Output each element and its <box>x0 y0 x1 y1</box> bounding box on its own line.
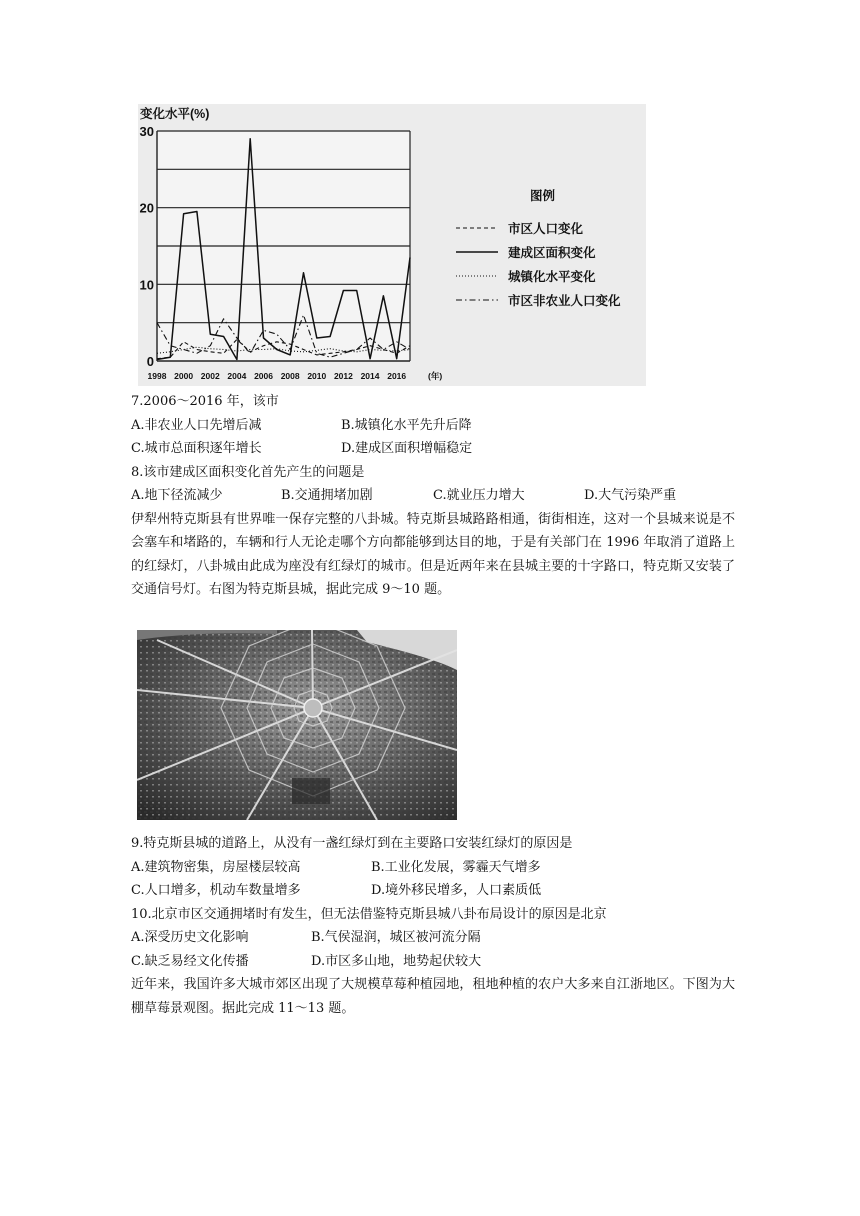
q10-options-row2 <box>131 950 735 974</box>
q10-option-d[interactable]: D.市区多山地，地势起伏较大 <box>311 953 482 969</box>
x-tick-label: 2000 <box>174 371 194 381</box>
q7-option-d[interactable]: D.建成区面积增幅稳定 <box>341 441 473 456</box>
q7-options-row2 <box>131 437 735 461</box>
q8-option-d[interactable]: D.大气污染严重 <box>584 488 677 503</box>
y-tick-label: 30 <box>139 124 154 139</box>
x-tick-label: 2004 <box>227 371 247 381</box>
q7-option-c[interactable]: C.城市总面积逐年增长 <box>131 441 262 456</box>
x-tick-label: 1998 <box>147 371 167 381</box>
q9-options-row1 <box>131 856 735 880</box>
x-axis-unit: (年) <box>428 371 443 381</box>
q9-option-d[interactable]: D.境外移民增多，人口素质低 <box>371 883 542 898</box>
q9-option-a[interactable]: A.建筑物密集，房屋楼层较高 <box>131 859 301 875</box>
q8-options <box>131 484 735 508</box>
q7-option-a[interactable]: A.非农业人口先增后减 <box>131 417 262 433</box>
q8-option-a[interactable]: A.地下径流减少 <box>131 488 223 503</box>
x-tick-label: 2014 <box>360 371 380 381</box>
x-tick-label: 2008 <box>280 371 300 381</box>
q8-stem: 8.该市建成区面积变化首先产生的问题是 <box>131 464 365 480</box>
q9-stem: 9.特克斯县城的道路上，从没有一盏红绿灯到在主要路口安装红绿灯的原因是 <box>131 836 573 851</box>
q7-stem: 7.2006～2016 年，该市 <box>131 394 279 409</box>
legend-label: 市区人口变化 <box>508 222 584 236</box>
line-chart <box>138 104 646 386</box>
questions-7-8 <box>131 390 735 602</box>
q8-option-c[interactable]: C.就业压力增大 <box>433 488 525 503</box>
bagua-city-image <box>137 630 457 820</box>
y-tick-label: 0 <box>146 354 154 369</box>
passage-strawberry: 近年来，我国许多大城市郊区出现了大规模草莓种植园地，租地种植的农户大多来自江浙地区。下图为大棚草莓景观图。据此完成 11～13 题。 <box>131 977 735 1016</box>
y-axis-label: 变化水平(%) <box>140 107 210 121</box>
questions-9-10 <box>131 832 735 1020</box>
x-tick-label: 2006 <box>254 371 273 381</box>
legend-label: 城镇化水平变化 <box>508 270 596 284</box>
x-tick-label: 2002 <box>200 371 220 381</box>
q9-options-row2 <box>131 879 735 903</box>
q9-option-b[interactable]: B.工业化发展，雾霾天气增多 <box>371 859 541 875</box>
q10-stem: 10.北京市区交通拥堵时有发生，但无法借鉴特克斯县城八卦布局设计的原因是北京 <box>131 906 607 922</box>
legend-title: 图例 <box>530 189 556 203</box>
passage-tekes: 伊犁州特克斯县有世界唯一保存完整的八卦城。特克斯县城路路相通，街街相连，这对一个县城来说是不会塞车和堵路的，车辆和行人无论走哪个方向都能够到达目的地，于是有关部门在 1996 年取消了道路上的红绿灯，八卦城由此成为座没有红绿灯的城市。但是近两年来在县城主要的十字路口，特克斯又安装了交通信号灯。右图为特克斯县城，据此完成 9～10 题。 <box>131 511 735 597</box>
tekes-aerial-photo <box>137 630 457 820</box>
q10-option-b[interactable]: B.气侯湿润，城区被河流分隔 <box>311 930 481 945</box>
x-tick-label: 2016 <box>387 371 407 381</box>
y-tick-label: 10 <box>139 277 154 293</box>
q7-options-row1 <box>131 414 735 438</box>
x-tick-label: 2012 <box>333 371 353 381</box>
q10-options-row1 <box>131 926 735 950</box>
q9-option-c[interactable]: C.人口增多，机动车数量增多 <box>131 883 301 898</box>
y-tick-label: 20 <box>139 200 154 216</box>
q7-option-b[interactable]: B.城镇化水平先升后降 <box>341 417 472 433</box>
legend-label: 市区非农业人口变化 <box>508 294 621 308</box>
q10-option-c[interactable]: C.缺乏易经文化传播 <box>131 953 249 969</box>
legend-label: 建成区面积变化 <box>508 246 596 260</box>
q10-option-a[interactable]: A.深受历史文化影响 <box>131 930 249 945</box>
chart-svg <box>138 104 646 386</box>
x-tick-label: 2010 <box>307 371 327 381</box>
q8-option-b[interactable]: B.交通拥堵加剧 <box>281 488 373 503</box>
